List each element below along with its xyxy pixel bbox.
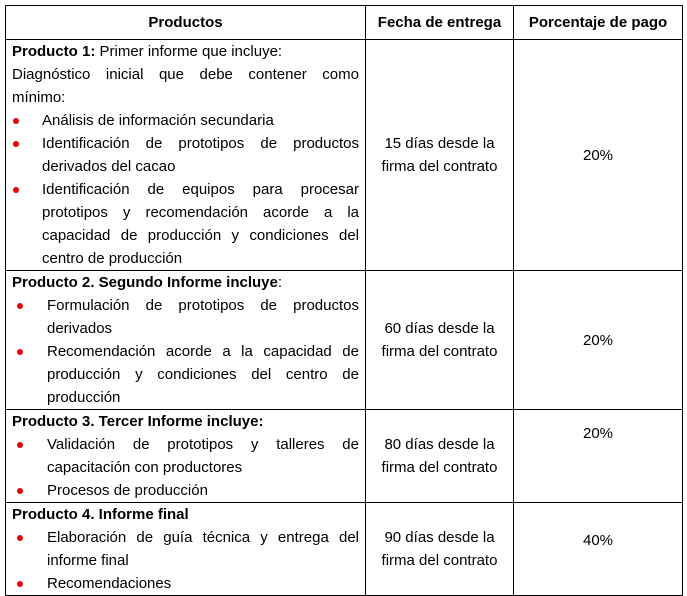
list-item: Formulación de prototipos de productos derivados xyxy=(12,294,359,340)
product-cell xyxy=(6,410,366,503)
list-item: Procesos de producción xyxy=(12,479,359,502)
bullet-icon xyxy=(17,349,23,355)
product-cell xyxy=(6,271,366,410)
table-row xyxy=(6,503,683,596)
list-item: Elaboración de guía técnica y entrega del informe final xyxy=(12,526,359,572)
header-products: Productos xyxy=(6,6,366,40)
product-heading xyxy=(12,503,359,526)
product-cell xyxy=(6,40,366,271)
bullet-icon xyxy=(17,303,23,309)
product-cell xyxy=(6,503,366,596)
list-item: Validación de prototipos y talleres de capacitación con productores xyxy=(12,433,359,479)
delivery-cell: 90 días desde la firma del contrato xyxy=(366,503,514,596)
delivery-cell: 60 días desde la firma del contrato xyxy=(366,271,514,410)
bullet-icon xyxy=(17,535,23,541)
product-items xyxy=(12,294,359,409)
product-description: Diagnóstico inicial que debe contener como mínimo: xyxy=(12,66,359,106)
delivery-cell: 15 días desde la firma del contrato xyxy=(366,40,514,271)
table-row xyxy=(6,271,683,410)
product-items xyxy=(12,433,359,502)
product-title: : xyxy=(277,274,283,291)
bullet-icon xyxy=(17,442,23,448)
product-label: Producto 2. Segundo Informe incluye xyxy=(12,274,278,291)
payment-cell: 20% xyxy=(514,410,683,503)
list-item: Análisis de información secundaria xyxy=(12,109,359,132)
product-label: Producto 4. Informe final xyxy=(12,506,189,523)
delivery-cell: 80 días desde la firma del contrato xyxy=(366,410,514,503)
table-row xyxy=(6,40,683,271)
bullet-icon xyxy=(13,141,19,147)
table-row xyxy=(6,410,683,503)
product-items xyxy=(12,526,359,595)
header-row xyxy=(6,6,683,40)
bullet-icon xyxy=(17,581,23,587)
bullet-icon xyxy=(13,118,19,124)
deliverables-table xyxy=(5,5,683,596)
product-heading xyxy=(12,271,359,294)
list-item: Recomendación acorde a la capacidad de producción y condiciones del centro de producción xyxy=(12,340,359,409)
bullet-icon xyxy=(13,187,19,193)
header-delivery-date: Fecha de entrega xyxy=(366,6,514,40)
payment-cell: 20% xyxy=(514,271,683,410)
product-label: Producto 1: xyxy=(12,43,96,60)
payment-cell: 20% xyxy=(514,40,683,271)
header-payment-percentage: Porcentaje de pago xyxy=(514,6,683,40)
list-item: Identificación de prototipos de productos derivados del cacao xyxy=(12,132,359,178)
product-title: Primer informe que incluye: xyxy=(95,43,283,60)
product-label: Producto 3. Tercer Informe incluye: xyxy=(12,413,264,430)
payment-cell: 40% xyxy=(514,503,683,596)
product-heading xyxy=(12,40,359,63)
list-item: Identificación de equipos para procesar prototipos y recomendación acorde a la capacidad de producción y condiciones del centro de producción xyxy=(12,178,359,270)
list-item: Recomendaciones xyxy=(12,572,359,595)
bullet-icon xyxy=(17,488,23,494)
product-heading xyxy=(12,410,359,433)
product-items xyxy=(12,109,359,270)
